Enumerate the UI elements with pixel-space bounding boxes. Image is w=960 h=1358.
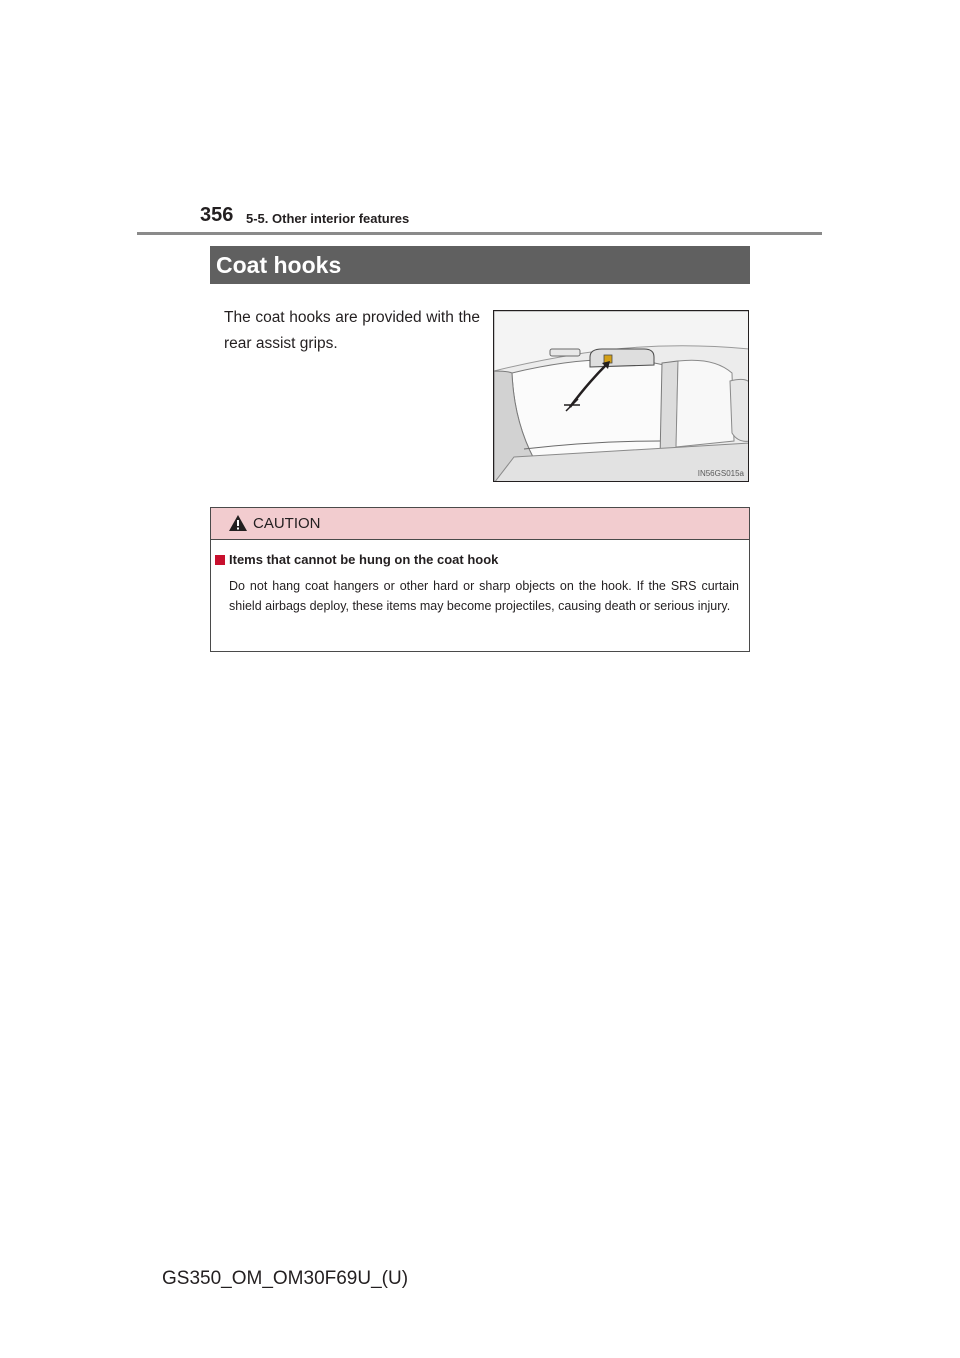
caution-title: CAUTION — [253, 515, 321, 532]
red-square-bullet-icon — [215, 555, 225, 565]
document-id: GS350_OM_OM30F69U_(U) — [162, 1268, 409, 1289]
caution-box — [210, 507, 750, 652]
page-number: 356 — [200, 204, 234, 226]
coat-hook-illustration — [493, 310, 749, 482]
header-rule — [137, 232, 822, 235]
section-title: Coat hooks — [216, 252, 342, 278]
warning-triangle-icon — [228, 514, 248, 537]
section-title-bar — [210, 246, 750, 284]
caution-header — [211, 508, 749, 540]
caution-item-text: Do not hang coat hangers or other hard or sharp objects on the hook. If the SRS curtain shield airbags deploy, these items may become projectiles, causing death or serious injury. — [229, 579, 739, 613]
body-paragraph: The coat hooks are provided with the rear assist grips. — [224, 309, 480, 352]
figure-code: IN56GS015a — [697, 469, 744, 478]
caution-item-heading-text: Items that cannot be hung on the coat hook — [229, 552, 499, 567]
car-interior-drawing — [494, 311, 749, 482]
caution-item-heading — [215, 552, 498, 567]
section-label: 5-5. Other interior features — [246, 211, 410, 226]
